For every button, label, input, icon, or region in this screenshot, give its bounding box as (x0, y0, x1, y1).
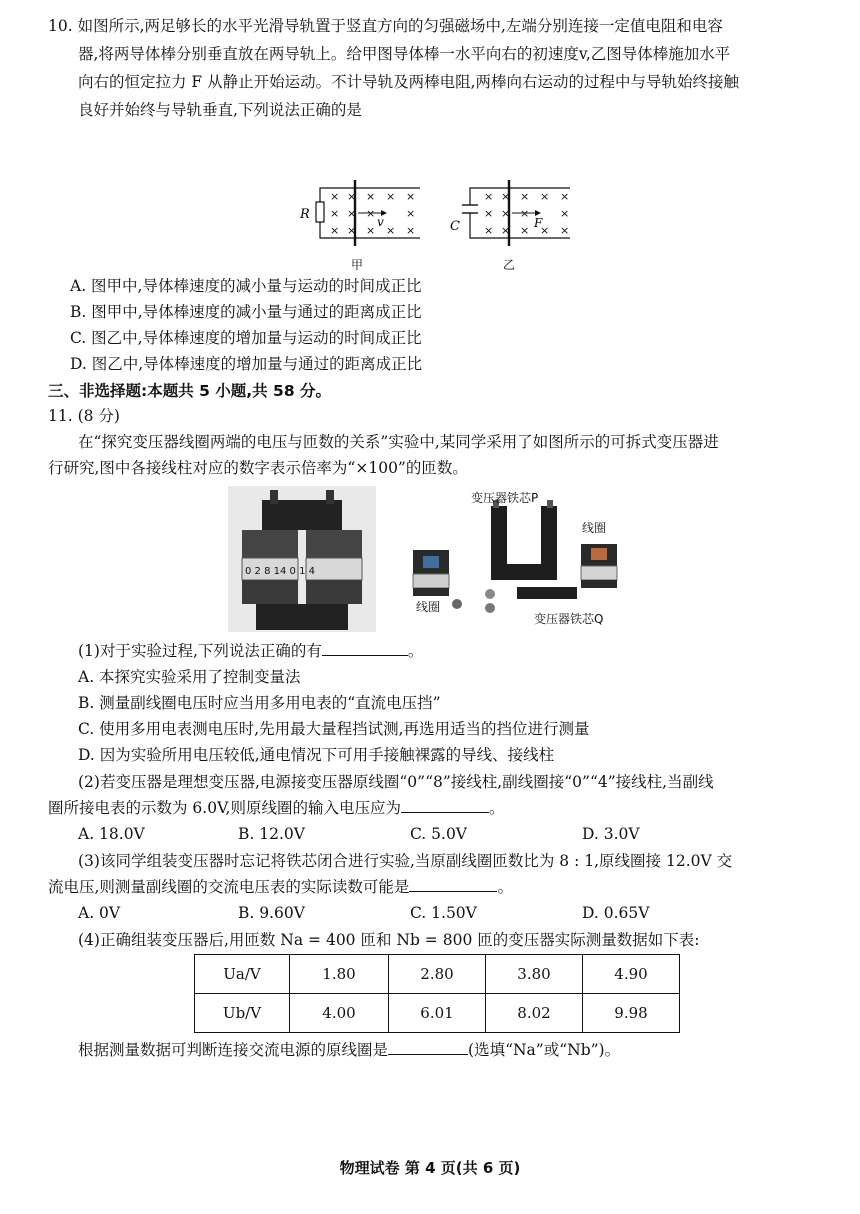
table-row (195, 955, 680, 994)
field-cross-icon: × (484, 207, 494, 220)
coil-right (581, 544, 617, 588)
q11-part4-text: 根据测量数据可判断连接交流电源的原线圈是 (78, 1041, 389, 1059)
q11-part4-line: (4)正确组装变压器后,用匝数 Na = 400 匝和 Nb = 800 匝的变压器实际测量数据如下表: (78, 931, 700, 949)
caption-yi: 乙 (503, 258, 516, 272)
field-cross-icon: × (501, 190, 511, 203)
q11-part3-option-b: B. 9.60V (238, 904, 305, 922)
row-label-ub: Ub/V (195, 994, 290, 1033)
q11-intro-line-2: 行研究,图中各接线柱对应的数字表示倍率为“×100”的匝数。 (48, 459, 468, 477)
table-cell: 6.01 (389, 994, 486, 1033)
page-footer: 物理试卷 第 4 页(共 6 页) (339, 1159, 521, 1177)
nut-icon (485, 603, 495, 613)
table-cell: 9.98 (583, 994, 680, 1033)
field-cross-icon: × (540, 190, 550, 203)
field-cross-icon: × (330, 207, 340, 220)
transformer-parts-figure (405, 486, 645, 636)
q11-part1-option-a: A. 本探究实验采用了控制变量法 (78, 668, 301, 686)
field-cross-icon: × (406, 224, 416, 237)
q11-part3-option-c: C. 1.50V (410, 904, 477, 922)
table-cell: 2.80 (389, 955, 486, 994)
resistor-symbol (316, 202, 324, 222)
field-cross-icon: × (347, 207, 357, 220)
table-row (195, 994, 680, 1033)
field-cross-icon: × (484, 224, 494, 237)
answer-blank-4[interactable] (388, 1040, 468, 1055)
q11-part2-option-c: C. 5.0V (410, 825, 468, 843)
q10-stem-line-3: 向右的恒定拉力 F 从静止开始运动。不计导轨及两棒电阻,两棒向右运动的过程中与导轨始终接触 (78, 73, 740, 91)
field-cross-icon: × (386, 190, 396, 203)
label-R: R (300, 207, 310, 222)
field-cross-icon: × (560, 224, 570, 237)
q11-part1-text: (1)对于实验过程,下列说法正确的有 (78, 642, 322, 660)
q11-part2-option-b: B. 12.0V (238, 825, 305, 843)
field-cross-icon: × (406, 207, 416, 220)
q11-part3-line-2 (48, 877, 513, 897)
q11-part3-text: 流电压,则测量副线圈的交流电压表的实际读数可能是 (48, 878, 410, 896)
field-cross-icon: × (347, 224, 357, 237)
field-cross-icon: × (520, 207, 530, 220)
transformer-photo (228, 486, 376, 632)
field-cross-icon: × (406, 190, 416, 203)
q11-part2-option-a: A. 18.0V (78, 825, 145, 843)
label-C: C (450, 219, 460, 234)
label-F: F (534, 216, 543, 230)
q11-heading: 11. (8 分) (48, 407, 120, 425)
field-cross-icon: × (560, 190, 570, 203)
nut-icon (452, 599, 462, 609)
q11-part2-text: 圈所接电表的示数为 6.0V,则原线圈的输入电压应为 (48, 799, 401, 817)
q11-part1-option-b: B. 测量副线圈电压时应当用多用电表的“直流电压挡” (78, 694, 441, 712)
q11-part1-option-c: C. 使用多用电表测电压时,先用最大量程挡试测,再选用适当的挡位进行测量 (78, 720, 590, 738)
q10-rail-diagrams (290, 180, 590, 250)
field-cross-icon: × (347, 190, 357, 203)
field-cross-icon: × (330, 190, 340, 203)
answer-blank-2[interactable] (401, 798, 489, 813)
q11-part1-question (78, 641, 423, 661)
q10-stem-line-2: 器,将两导体棒分别垂直放在两导轨上。给甲图导体棒一水平向右的初速度v,乙图导体棒施加水平 (78, 45, 731, 63)
core-p (491, 500, 557, 580)
field-cross-icon: × (520, 190, 530, 203)
q11-part2-option-d: D. 3.0V (582, 825, 640, 843)
diagram-jia (299, 180, 420, 246)
field-cross-icon: × (520, 224, 530, 237)
field-cross-icon: × (501, 207, 511, 220)
field-cross-icon: × (540, 224, 550, 237)
q10-option-d: D. 图乙中,导体棒速度的增加量与通过的距离成正比 (70, 355, 423, 373)
nut-icon (485, 589, 495, 599)
field-cross-icon: × (330, 224, 340, 237)
label-coil-left: 线圈 (416, 600, 441, 614)
section-3-heading: 三、非选择题:本题共 5 小题,共 58 分。 (48, 382, 332, 400)
core-q (517, 587, 577, 599)
label-core-q: 变压器铁芯Q (534, 612, 604, 626)
q11-intro-line-1: 在“探究变压器线圈两端的电压与匝数的关系”实验中,某同学采用了如图所示的可拆式变压器进 (78, 433, 719, 451)
q11-part2-line-2 (48, 798, 505, 818)
row-label-ua: Ua/V (195, 955, 290, 994)
field-cross-icon: × (560, 207, 570, 220)
answer-blank-3[interactable] (409, 877, 497, 892)
q10-option-a: A. 图甲中,导体棒速度的减小量与运动的时间成正比 (70, 277, 422, 295)
q11-part3-end: 。 (497, 878, 513, 896)
q10-stem-line-1: 10. 如图所示,两足够长的水平光滑导轨置于竖直方向的匀强磁场中,左端分别连接一定值电阻和电容 (48, 17, 723, 35)
table-cell: 8.02 (486, 994, 583, 1033)
table-cell: 3.80 (486, 955, 583, 994)
q11-part4-end: (选填“Na”或“Nb”)。 (468, 1041, 621, 1059)
field-cross-icon: × (484, 190, 494, 203)
q11-part2-line-1: (2)若变压器是理想变压器,电源接变压器原线圈“0”“8”接线柱,副线圈接“0”“4”接线柱,当副线 (78, 773, 714, 791)
q11-part3-line-1: (3)该同学组装变压器时忘记将铁芯闭合进行实验,当原副线圈匝数比为 8 : 1,原线圈接 12.0V 交 (78, 852, 733, 870)
q11-part1-option-d: D. 因为实验所用电压较低,通电情况下可用手接触裸露的导线、接线柱 (78, 746, 555, 764)
coil-left (413, 550, 449, 596)
table-cell: 4.00 (290, 994, 389, 1033)
answer-blank-1[interactable] (322, 641, 408, 656)
q11-part1-end: 。 (407, 642, 424, 660)
q11-part4-conclusion (78, 1040, 620, 1060)
q11-part3-option-a: A. 0V (78, 904, 121, 922)
field-cross-icon: × (366, 190, 376, 203)
label-core-p: 变压器铁芯P (471, 491, 539, 505)
label-v: v (377, 215, 384, 229)
caption-jia: 甲 (351, 258, 364, 272)
table-cell: 4.90 (583, 955, 680, 994)
field-cross-icon: × (501, 224, 511, 237)
field-cross-icon: × (386, 224, 396, 237)
terminal-numbers: 0 2 8 14 0 1 4 (245, 566, 315, 577)
q11-part3-option-d: D. 0.65V (582, 904, 650, 922)
table-cell: 1.80 (290, 955, 389, 994)
field-cross-icon: × (366, 207, 376, 220)
field-cross-icon: × (366, 224, 376, 237)
measurement-table (194, 954, 680, 1033)
label-coil-right: 线圈 (582, 521, 607, 535)
q10-option-c: C. 图乙中,导体棒速度的增加量与运动的时间成正比 (70, 329, 422, 347)
q10-stem-line-4: 良好并始终与导轨垂直,下列说法正确的是 (78, 101, 362, 119)
q11-part2-end: 。 (489, 799, 505, 817)
q10-option-b: B. 图甲中,导体棒速度的减小量与通过的距离成正比 (70, 303, 422, 321)
